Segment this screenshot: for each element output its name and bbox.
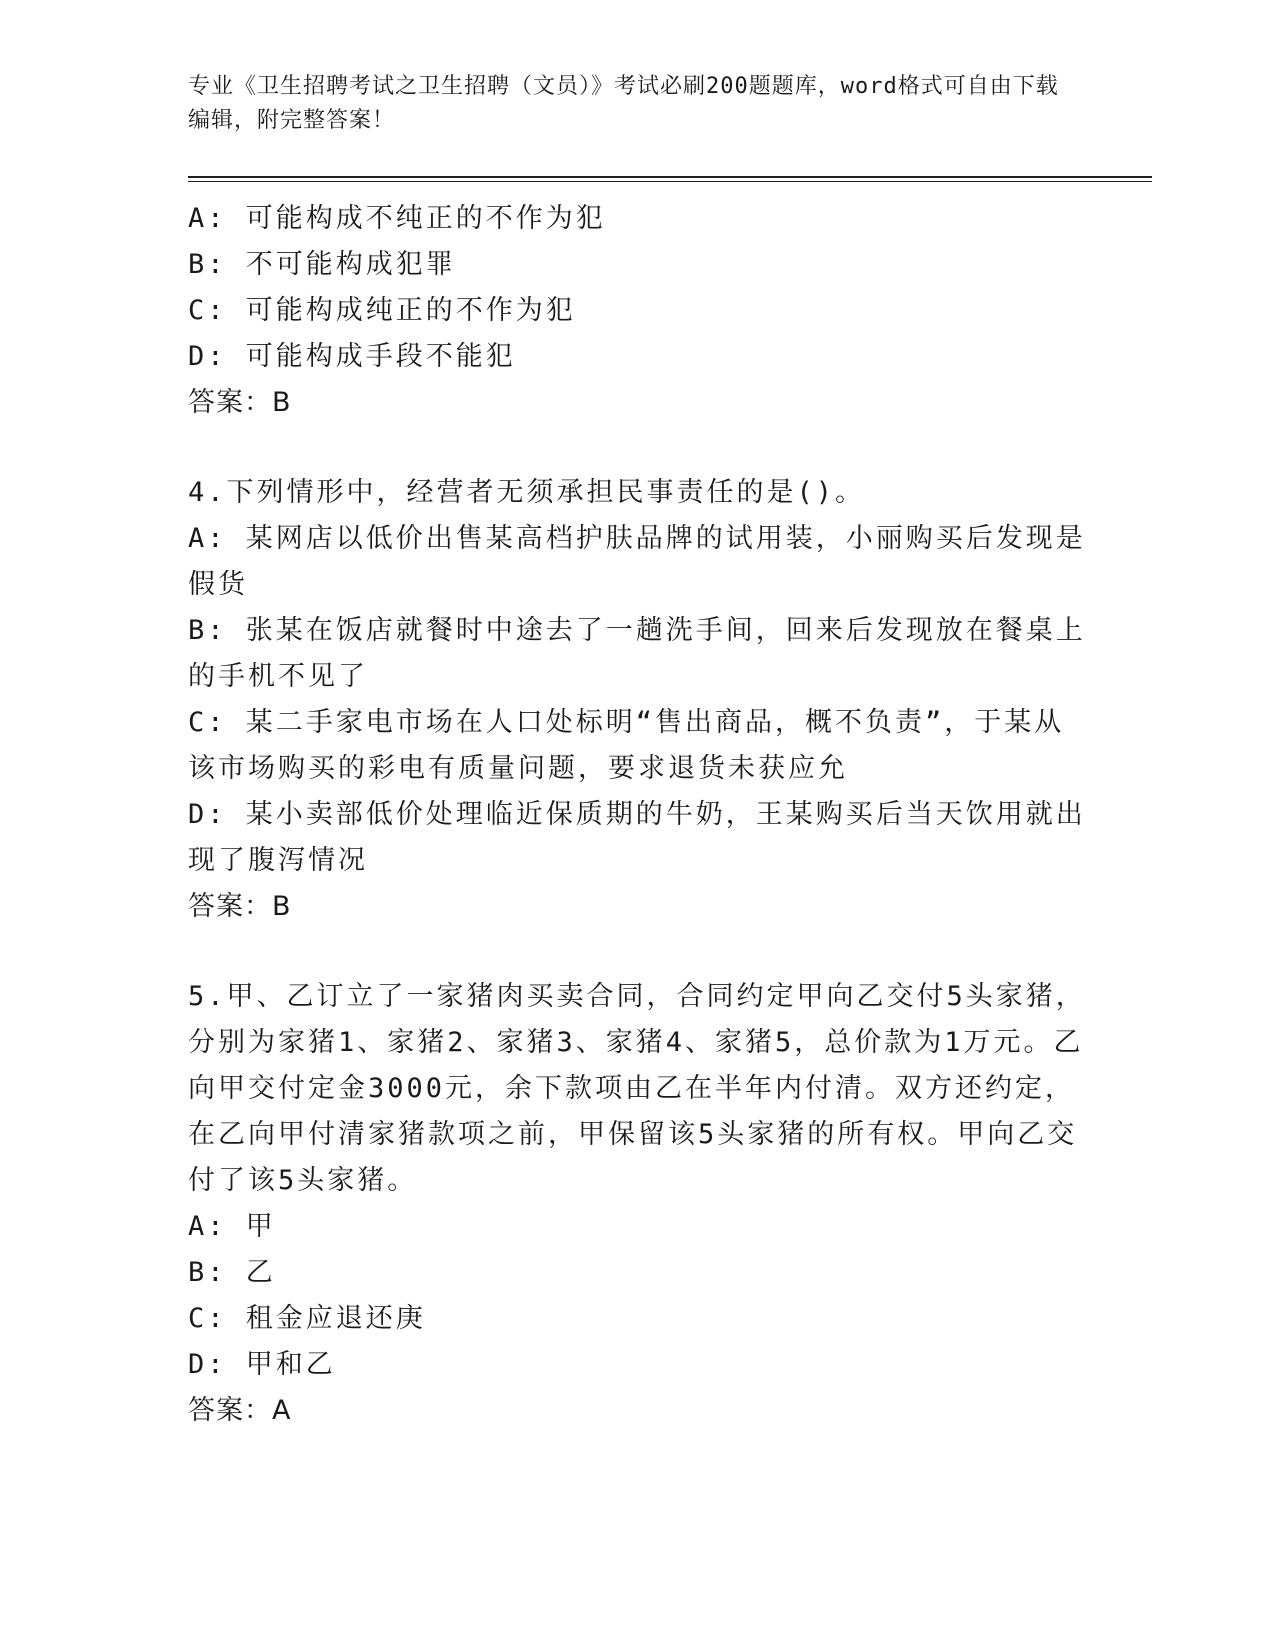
option-a: A: 可能构成不纯正的不作为犯 [188,203,606,234]
option-c: C: 某二手家电市场在人口处标明“售出商品，概不负责”，于某从该市场购买的彩电有质量问题，要求退货未获应允 [188,707,1065,784]
question-list [188,196,1088,1434]
answer-line: 答案：B [188,387,292,418]
spacer [188,930,1088,974]
question-block [188,470,1088,930]
option-d: D: 某小卖部低价处理临近保质期的牛奶，王某购买后当天饮用就出现了腹泻情况 [188,799,1086,876]
option-b: B: 不可能构成犯罪 [188,249,456,280]
header-divider [188,176,1152,182]
question-stem: 4.下列情形中，经营者无须承担民事责任的是()。 [188,477,866,508]
option-d: D: 甲和乙 [188,1349,336,1380]
option-d: D: 可能构成手段不能犯 [188,341,516,372]
answer-line: 答案：A [188,1395,292,1426]
question-block [188,196,1088,426]
answer-line: 答案：B [188,891,292,922]
option-c: C: 租金应退还庚 [188,1303,426,1334]
option-b: B: 乙 [188,1257,276,1288]
option-b: B: 张某在饭店就餐时中途去了一趟洗手间，回来后发现放在餐桌上的手机不见了 [188,615,1086,692]
option-a: A: 甲 [188,1211,276,1242]
option-a: A: 某网店以低价出售某高档护肤品牌的试用装，小丽购买后发现是假货 [188,523,1086,600]
spacer [188,426,1088,470]
document-page [188,70,1088,1434]
question-block [188,974,1088,1434]
question-stem: 5.甲、乙订立了一家猪肉买卖合同，合同约定甲向乙交付5头家猪，分别为家猪1、家猪2、家猪3、家猪4、家猪5，总价款为1万元。乙向甲交付定金3000元，余下款项由乙在半年内付清。双方还约定，在乙向甲付清家猪款项之前，甲保留该5头家猪的所有权。甲向乙交付了该5头家猪。 [188,981,1086,1196]
option-c: C: 可能构成纯正的不作为犯 [188,295,576,326]
document-header: 专业《卫生招聘考试之卫生招聘（文员）》考试必刷200题题库，word格式可自由下载编辑，附完整答案！ [188,74,1059,133]
